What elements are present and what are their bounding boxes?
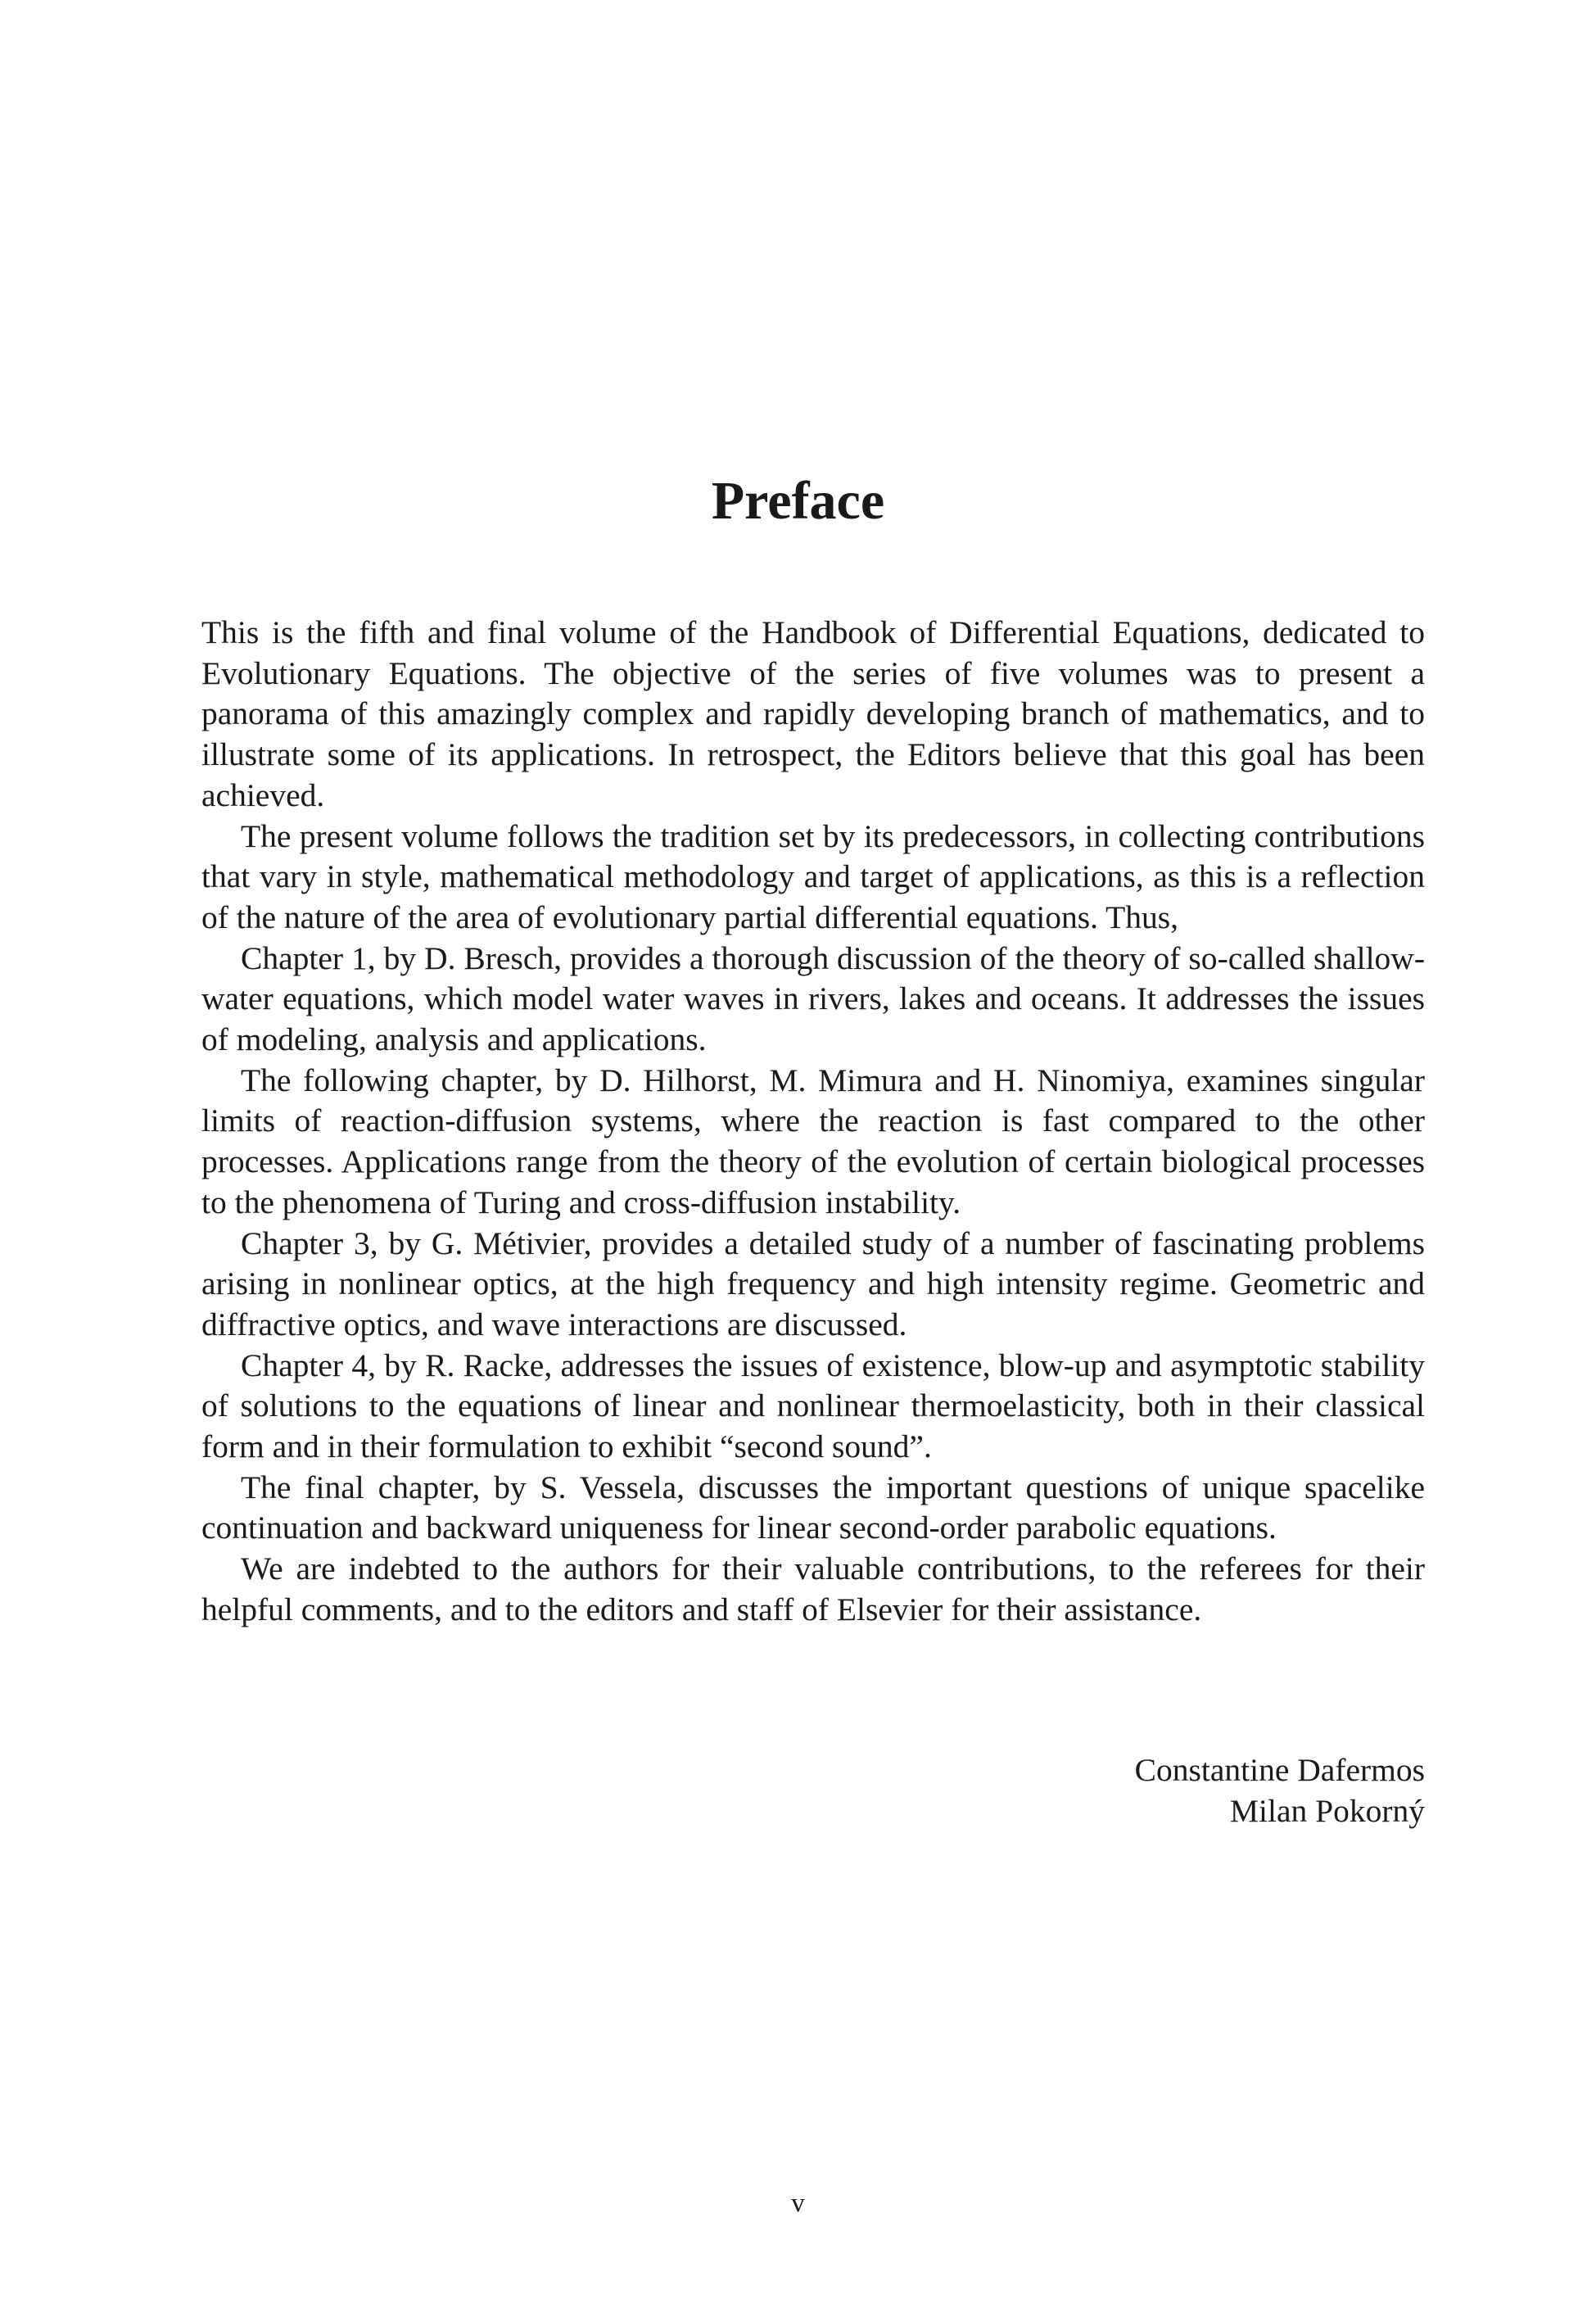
paragraph-chapter-4: Chapter 4, by R. Racke, addresses the issues of existence, blow-up and asymptotic stability of solutions to the equations of linear and nonlinear thermoelasticity, both in their classical form and in their formulation to exhibit “second sound”. xyxy=(201,1347,1425,1465)
page-number: v xyxy=(791,2188,805,2218)
signature-editor-2: Milan Pokorný xyxy=(1229,1793,1425,1829)
paragraph-chapter-5: The final chapter, by S. Vessela, discusses the important questions of unique spacelike continuation and backward uniqueness for linear second-order parabolic equations. xyxy=(201,1469,1425,1546)
preface-body xyxy=(201,613,1425,1631)
signature-editor-1: Constantine Dafermos xyxy=(1134,1752,1425,1788)
paragraph-chapter-1: Chapter 1, by D. Bresch, provides a thorough discussion of the theory of so-called shallow-water equations, which model water waves in rivers, lakes and oceans. It addresses the issues of modeling, analysis and applications. xyxy=(201,939,1425,1058)
paragraph-chapter-2: The following chapter, by D. Hilhorst, M. Mimura and H. Ninomiya, examines singular limits of reaction-diffusion systems, where the reaction is fast compared to the other processes. Applications range from the theory of the evolution of certain biological processes to the phenomena of Turing and cross-diffusion instability. xyxy=(201,1061,1425,1220)
signature-block xyxy=(1135,1749,1425,1831)
paragraph-acknowledgements: We are indebted to the authors for their valuable contributions, to the referees for their helpful comments, and to the editors and staff of Elsevier for their assistance. xyxy=(201,1550,1425,1627)
paragraph-tradition: The present volume follows the tradition set by its predecessors, in collecting contributions that vary in style, mathematical methodology and target of applications, as this is a reflection of the nature of the area of evolutionary partial differential equations. Thus, xyxy=(201,817,1425,935)
paragraph-chapter-3: Chapter 3, by G. Métivier, provides a detailed study of a number of fascinating problems arising in nonlinear optics, at the high frequency and high intensity regime. Geometric and diffractive optics, and wave interactions are discussed. xyxy=(201,1224,1425,1342)
page-title: Preface xyxy=(711,471,885,531)
paragraph-intro: This is the fifth and final volume of the Handbook of Differential Equations, dedicated to Evolutionary Equations. The objective of the series of five volumes was to present a panorama of this amazingly complex and rapidly developing branch of mathematics, and to illustrate some of its applications. In retrospect, the Editors believe that this goal has been achieved. xyxy=(201,614,1425,813)
